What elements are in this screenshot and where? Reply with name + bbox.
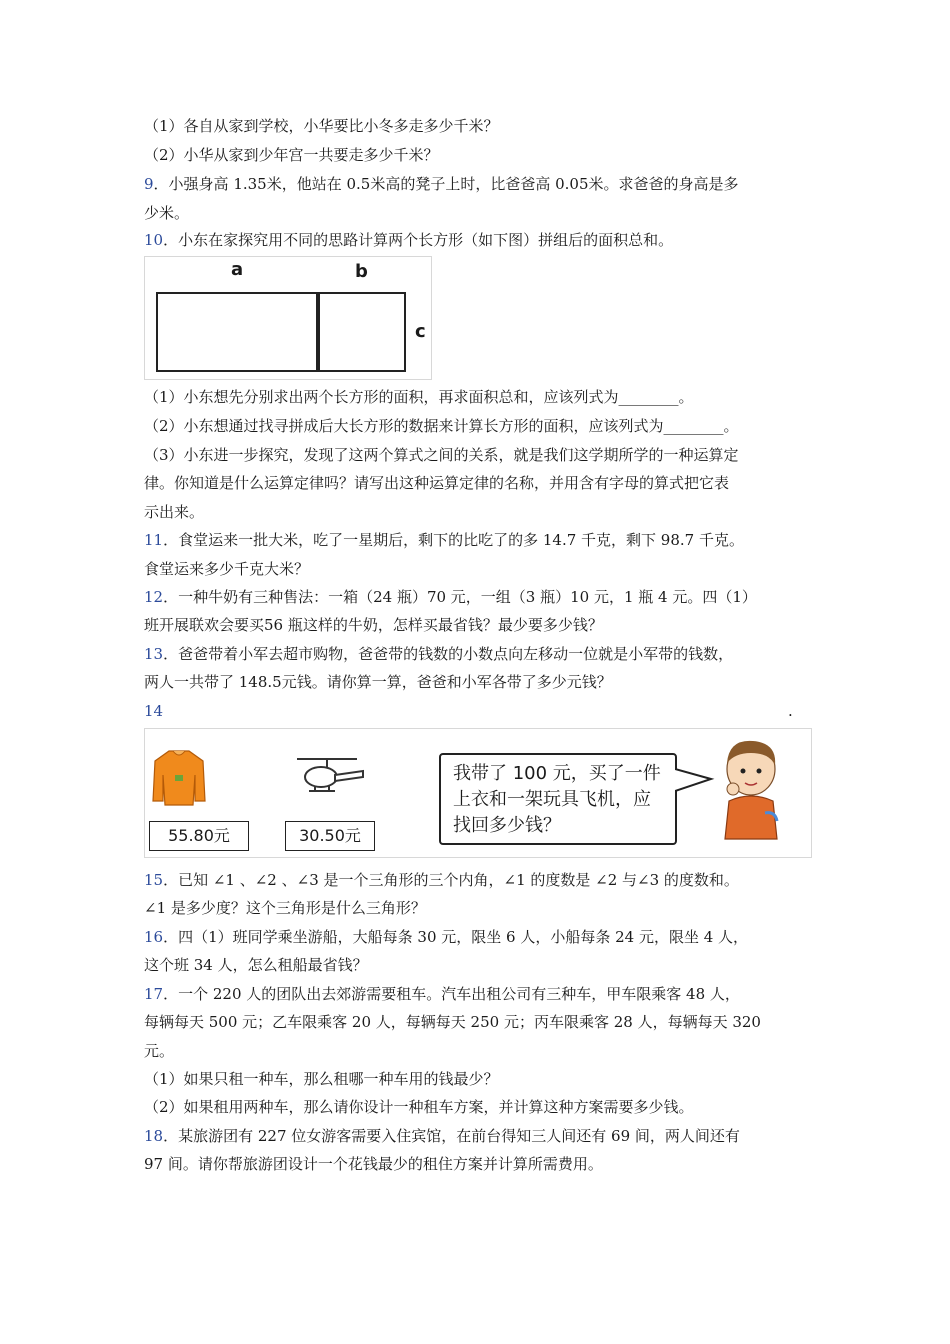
- rectangles-figure: [144, 256, 432, 380]
- text-line: （2）小东想通过找寻拼成后大长方形的数据来计算长方形的面积，应该列式为________。: [144, 417, 739, 435]
- text-line: （2）如果租用两种车，那么请你设计一种租车方案，并计算这种方案需要多少钱。: [144, 1098, 694, 1116]
- text-line: 元。: [144, 1042, 175, 1060]
- label-a: a: [231, 259, 244, 280]
- question-9: 9．小强身高 1.35米，他站在 0.5米高的凳子上时，比爸爸高 0.05米。求爸爸的身高是多: [144, 175, 739, 193]
- question-17: 17．一个 220 人的团队出去郊游需要租车。汽车出租公司有三种车，甲车限乘客 48 人，: [144, 985, 740, 1003]
- text-line: ∠1 是多少度？这个三角形是什么三角形？: [144, 899, 426, 917]
- text-line: 班开展联欢会要买56 瓶这样的牛奶，怎样买最省钱？最少要多少钱？: [144, 616, 603, 634]
- boy-icon: [715, 733, 787, 843]
- question-12: 12．一种牛奶有三种售法：一箱（24 瓶）70 元，一组（3 瓶）10 元，1 瓶 4 元。四（1）: [144, 588, 757, 606]
- speech-bubble: [439, 753, 677, 845]
- text-line: 食堂运来多少千克大米？: [144, 560, 310, 578]
- text-line: （1）如果只租一种车，那么租哪一种车用的钱最少？: [144, 1070, 499, 1088]
- text-line: 律。你知道是什么运算定律吗？请写出这种运算定律的名称，并用含有字母的算式把它表: [144, 474, 730, 492]
- text-line: 两人一共带了 148.5元钱。请你算一算，爸爸和小军各带了多少元钱？: [144, 673, 612, 691]
- shopping-figure: [144, 728, 812, 858]
- helicopter-icon: [291, 751, 367, 803]
- speech-line: 找回多少钱？: [453, 815, 561, 836]
- text-line: （3）小东进一步探究，发现了这两个算式之间的关系，就是我们这学期所学的一种运算定: [144, 446, 739, 464]
- rectangle-large: [156, 292, 318, 372]
- label-c: c: [415, 321, 426, 342]
- text-line: （1）各自从家到学校，小华要比小冬多走多少千米？: [144, 117, 499, 135]
- question-15: 15．已知 ∠1 、∠2 、∠3 是一个三角形的三个内角，∠1 的度数是 ∠2 与∠3 的度数和。: [144, 871, 739, 889]
- question-18: 18．某旅游团有 227 位女游客需要入住宾馆，在前台得知三人间还有 69 间，两人间还有: [144, 1127, 740, 1145]
- text-line: 97 间。请你帮旅游团设计一个花钱最少的租住方案并计算所需费用。: [144, 1155, 603, 1173]
- question-13: 13．爸爸带着小军去超市购物，爸爸带的钱数的小数点向左移动一位就是小军带的钱数，: [144, 645, 734, 663]
- text-line: 少米。: [144, 204, 190, 222]
- trailing-dot: .: [788, 702, 793, 720]
- jacket-icon: [151, 747, 207, 809]
- speech-tail-icon: [675, 765, 715, 799]
- price-tag-helicopter: 30.50元: [285, 821, 375, 851]
- question-14: 14 .: [144, 702, 793, 720]
- speech-line: 我带了 100 元，买了一件: [453, 763, 661, 784]
- rectangle-small: [318, 292, 406, 372]
- speech-line: 上衣和一架玩具飞机，应: [453, 789, 651, 810]
- question-16: 16．四（1）班同学乘坐游船，大船每条 30 元，限坐 6 人，小船每条 24 元，限坐 4 人，: [144, 928, 749, 946]
- text-line: 示出来。: [144, 503, 205, 521]
- text-line: 每辆每天 500 元；乙车限乘客 20 人，每辆每天 250 元；丙车限乘客 28 人，每辆每天 320: [144, 1013, 761, 1031]
- text-line: （1）小东想先分别求出两个长方形的面积，再求面积总和，应该列式为________。: [144, 388, 694, 406]
- label-b: b: [355, 261, 368, 282]
- price-tag-jacket: 55.80元: [149, 821, 249, 851]
- question-10: 10．小东在家探究用不同的思路计算两个长方形（如下图）拼组后的面积总和。: [144, 231, 674, 249]
- text-line: （2）小华从家到少年宫一共要走多少千米？: [144, 146, 439, 164]
- text-line: 这个班 34 人，怎么租船最省钱？: [144, 956, 368, 974]
- question-11: 11．食堂运来一批大米，吃了一星期后，剩下的比吃了的多 14.7 千克，剩下 98.7 千克。: [144, 531, 744, 549]
